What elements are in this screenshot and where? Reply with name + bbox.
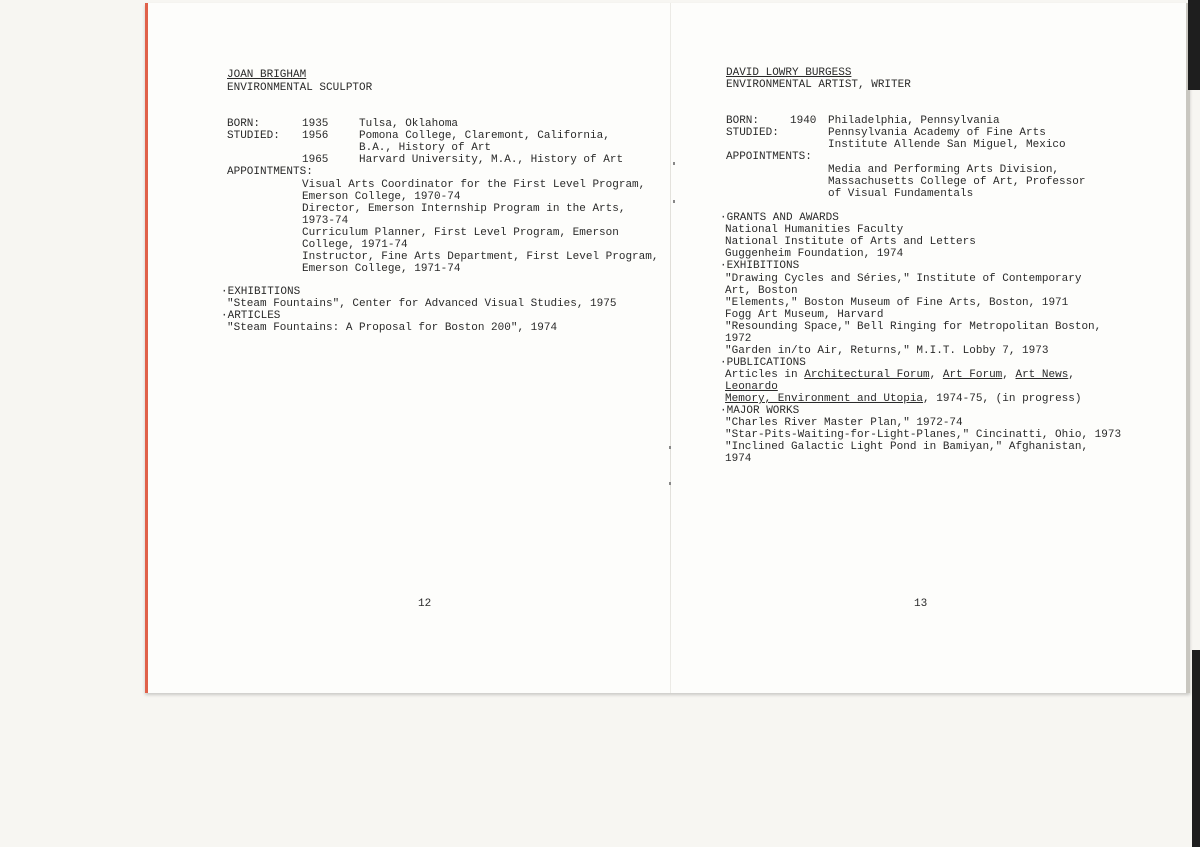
exhibition-entry: "Steam Fountains", Center for Advanced Visual Studies, 1975 (227, 298, 617, 310)
staple-mark (669, 482, 671, 485)
studied-year: 1965 (302, 154, 329, 166)
studied-year: 1956 (302, 130, 329, 142)
born-label: BORN: (726, 115, 760, 127)
exhibition-entry: 1972 (725, 333, 752, 345)
staple-mark (673, 200, 675, 203)
exhibition-entry: "Garden in/to Air, Returns," M.I.T. Lobby 7, 1973 (725, 345, 1049, 357)
exhibition-entry: "Drawing Cycles and Séries," Institute of Contemporary (725, 273, 1082, 285)
studied-entry: Harvard University, M.A., History of Art (359, 154, 624, 166)
background-edge (1192, 650, 1200, 847)
major-work-entry: "Charles River Master Plan," 1972-74 (725, 417, 963, 429)
appointment-line: Visual Arts Coordinator for the First Level Program, (302, 179, 646, 191)
appointment-line: 1973-74 (302, 215, 349, 227)
artist-title: ENVIRONMENTAL ARTIST, WRITER (726, 79, 911, 91)
background-corner (1188, 0, 1200, 90)
artist-name: JOAN BRIGHAM (227, 69, 307, 81)
grant-entry: National Humanities Faculty (725, 224, 904, 236)
appointments-label: APPOINTMENTS: (726, 151, 812, 163)
exhibition-entry: Art, Boston (725, 285, 798, 297)
appointment-line: Instructor, Fine Arts Department, First Level Program, (302, 251, 659, 263)
exhibition-entry: "Elements," Boston Museum of Fine Arts, Boston, 1971 (725, 297, 1069, 309)
studied-label: STUDIED: (726, 127, 779, 139)
staple-mark (669, 446, 671, 449)
studied-entry: Institute Allende San Miguel, Mexico (828, 139, 1066, 151)
born-place: Tulsa, Oklahoma (359, 118, 459, 130)
studied-entry: B.A., History of Art (359, 142, 492, 154)
born-year: 1935 (302, 118, 329, 130)
major-works-label: ·MAJOR WORKS (720, 405, 800, 417)
book-suffix: , 1974-75, (in progress) (923, 393, 1082, 405)
publication-title: Art Forum (942, 369, 1003, 381)
major-work-entry: "Star-Pits-Waiting-for-Light-Planes," Cincinatti, Ohio, 1973 (725, 429, 1122, 441)
exhibitions-label: ·EXHIBITIONS (221, 286, 301, 298)
publication-title: Leonardo (725, 381, 778, 393)
studied-entry: Pomona College, Claremont, California, (359, 130, 610, 142)
major-work-entry: "Inclined Galactic Light Pond in Bamiyan," Afghanistan, (725, 441, 1089, 453)
studied-entry: Pennsylvania Academy of Fine Arts (828, 127, 1046, 139)
article-entry: "Steam Fountains: A Proposal for Boston 200", 1974 (227, 322, 558, 334)
appointment-line: Emerson College, 1970-74 (302, 191, 461, 203)
exhibitions-label: ·EXHIBITIONS (720, 260, 800, 272)
page-number: 12 (418, 598, 432, 610)
exhibition-entry: Fogg Art Museum, Harvard (725, 309, 884, 321)
appointment-line: Media and Performing Arts Division, (828, 164, 1060, 176)
grant-entry: Guggenheim Foundation, 1974 (725, 248, 904, 260)
staple-mark (673, 162, 675, 165)
born-place: Philadelphia, Pennsylvania (828, 115, 1000, 127)
appointment-line: Curriculum Planner, First Level Program, Emerson (302, 227, 619, 239)
major-work-entry: 1974 (725, 453, 752, 465)
exhibition-entry: "Resounding Space," Bell Ringing for Metropolitan Boston, (725, 321, 1102, 333)
appointment-line: of Visual Fundamentals (828, 188, 974, 200)
book-gutter (670, 3, 671, 693)
page-number: 13 (914, 598, 928, 610)
appointment-line: Director, Emerson Internship Program in the Arts, (302, 203, 626, 215)
studied-label: STUDIED: (227, 130, 280, 142)
appointment-line: Massachusetts College of Art, Professor (828, 176, 1086, 188)
cover-edge (145, 3, 148, 693)
appointment-line: College, 1971-74 (302, 239, 408, 251)
artist-title: ENVIRONMENTAL SCULPTOR (227, 82, 373, 94)
grant-entry: National Institute of Arts and Letters (725, 236, 976, 248)
book-title: Memory, Environment and Utopia (725, 393, 924, 405)
publication-line: Articles in Architectural Forum, Art Forum, Art News, (725, 369, 1075, 381)
publication-prefix: Articles in (725, 369, 798, 381)
publications-label: ·PUBLICATIONS (720, 357, 806, 369)
grants-label: ·GRANTS AND AWARDS (720, 212, 839, 224)
page-edge (1186, 3, 1190, 693)
born-year: 1940 (790, 115, 817, 127)
artist-name: DAVID LOWRY BURGESS (726, 67, 852, 79)
appointments-label: APPOINTMENTS: (227, 166, 313, 178)
appointment-line: Emerson College, 1971-74 (302, 263, 461, 275)
book-line (725, 393, 1081, 405)
born-label: BORN: (227, 118, 261, 130)
publication-title: Architectural Forum (804, 369, 930, 381)
articles-label: ·ARTICLES (221, 310, 281, 322)
publication-title: Art News (1015, 369, 1069, 381)
